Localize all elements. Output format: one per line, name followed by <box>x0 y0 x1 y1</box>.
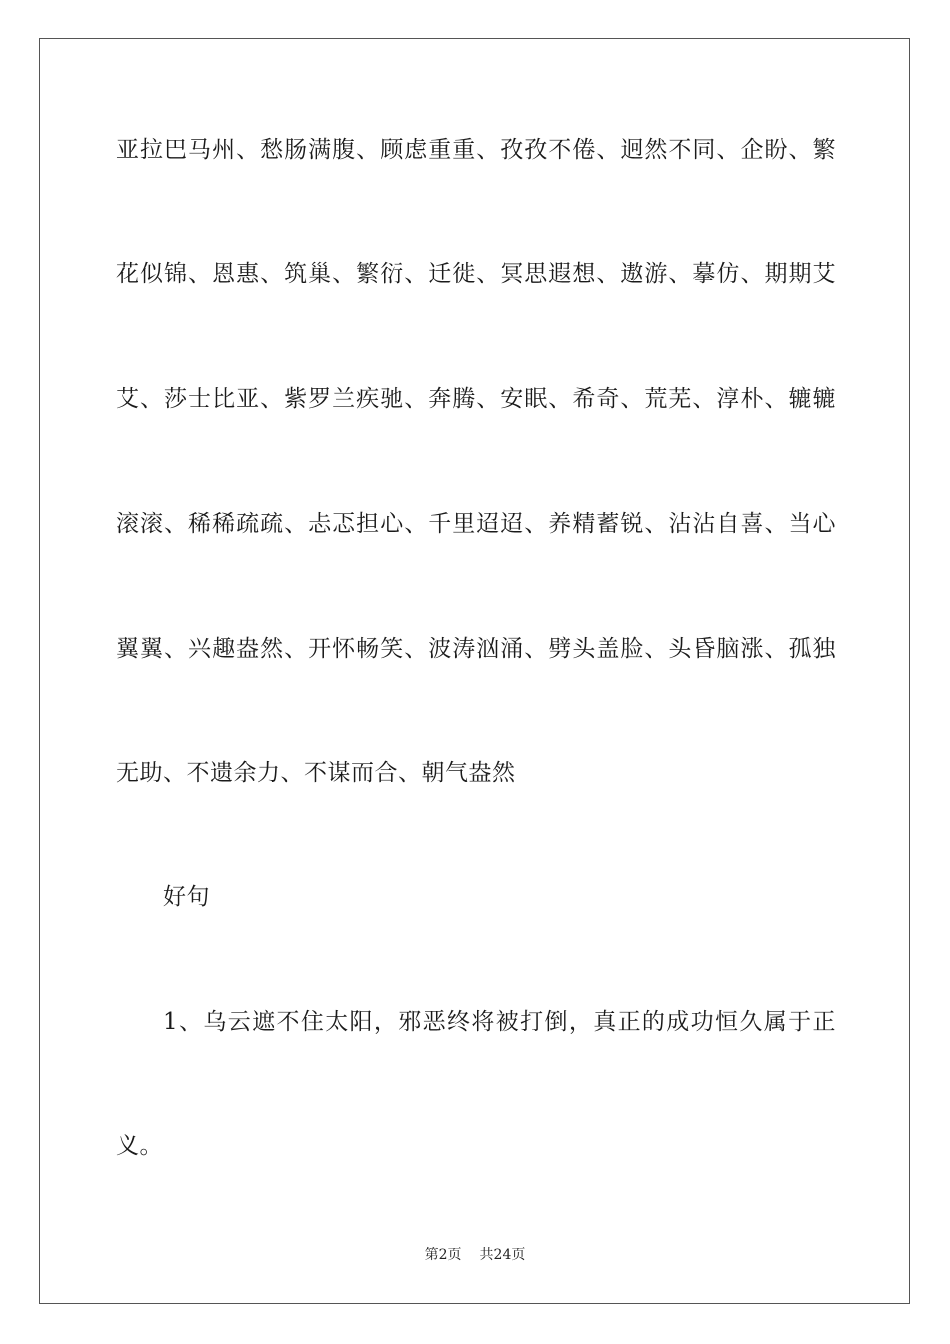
page-footer <box>0 1245 950 1265</box>
sentence-1-line-1: 1、乌云遮不住太阳，邪恶终将被打倒，真正的成功恒久属于正 <box>163 1009 836 1035</box>
text-line-4: 滚滚、稀稀疏疏、忐忑担心、千里迢迢、养精蓄锐、沾沾自喜、当心 <box>116 511 836 537</box>
page-frame <box>39 38 910 1304</box>
text-line-2: 花似锦、恩惠、筑巢、繁衍、迁徙、冥思遐想、遨游、摹仿、期期艾 <box>116 261 836 287</box>
page-number: 第2页 <box>424 1247 462 1263</box>
sentence-1-line-2: 义。 <box>116 1133 163 1159</box>
text-line-5: 翼翼、兴趣盎然、开怀畅笑、波涛汹涌、劈头盖脸、头昏脑涨、孤独 <box>116 636 836 662</box>
section-heading: 好句 <box>163 884 210 910</box>
text-line-1: 亚拉巴马州、愁肠满腹、顾虑重重、孜孜不倦、迥然不同、企盼、繁 <box>116 137 836 163</box>
text-line-3: 艾、莎士比亚、紫罗兰疾驰、奔腾、安眠、希奇、荒芜、淳朴、辘辘 <box>116 386 836 412</box>
text-line-6: 无助、不遗余力、不谋而合、朝气盎然 <box>116 760 516 786</box>
page-total: 共24页 <box>479 1247 526 1263</box>
